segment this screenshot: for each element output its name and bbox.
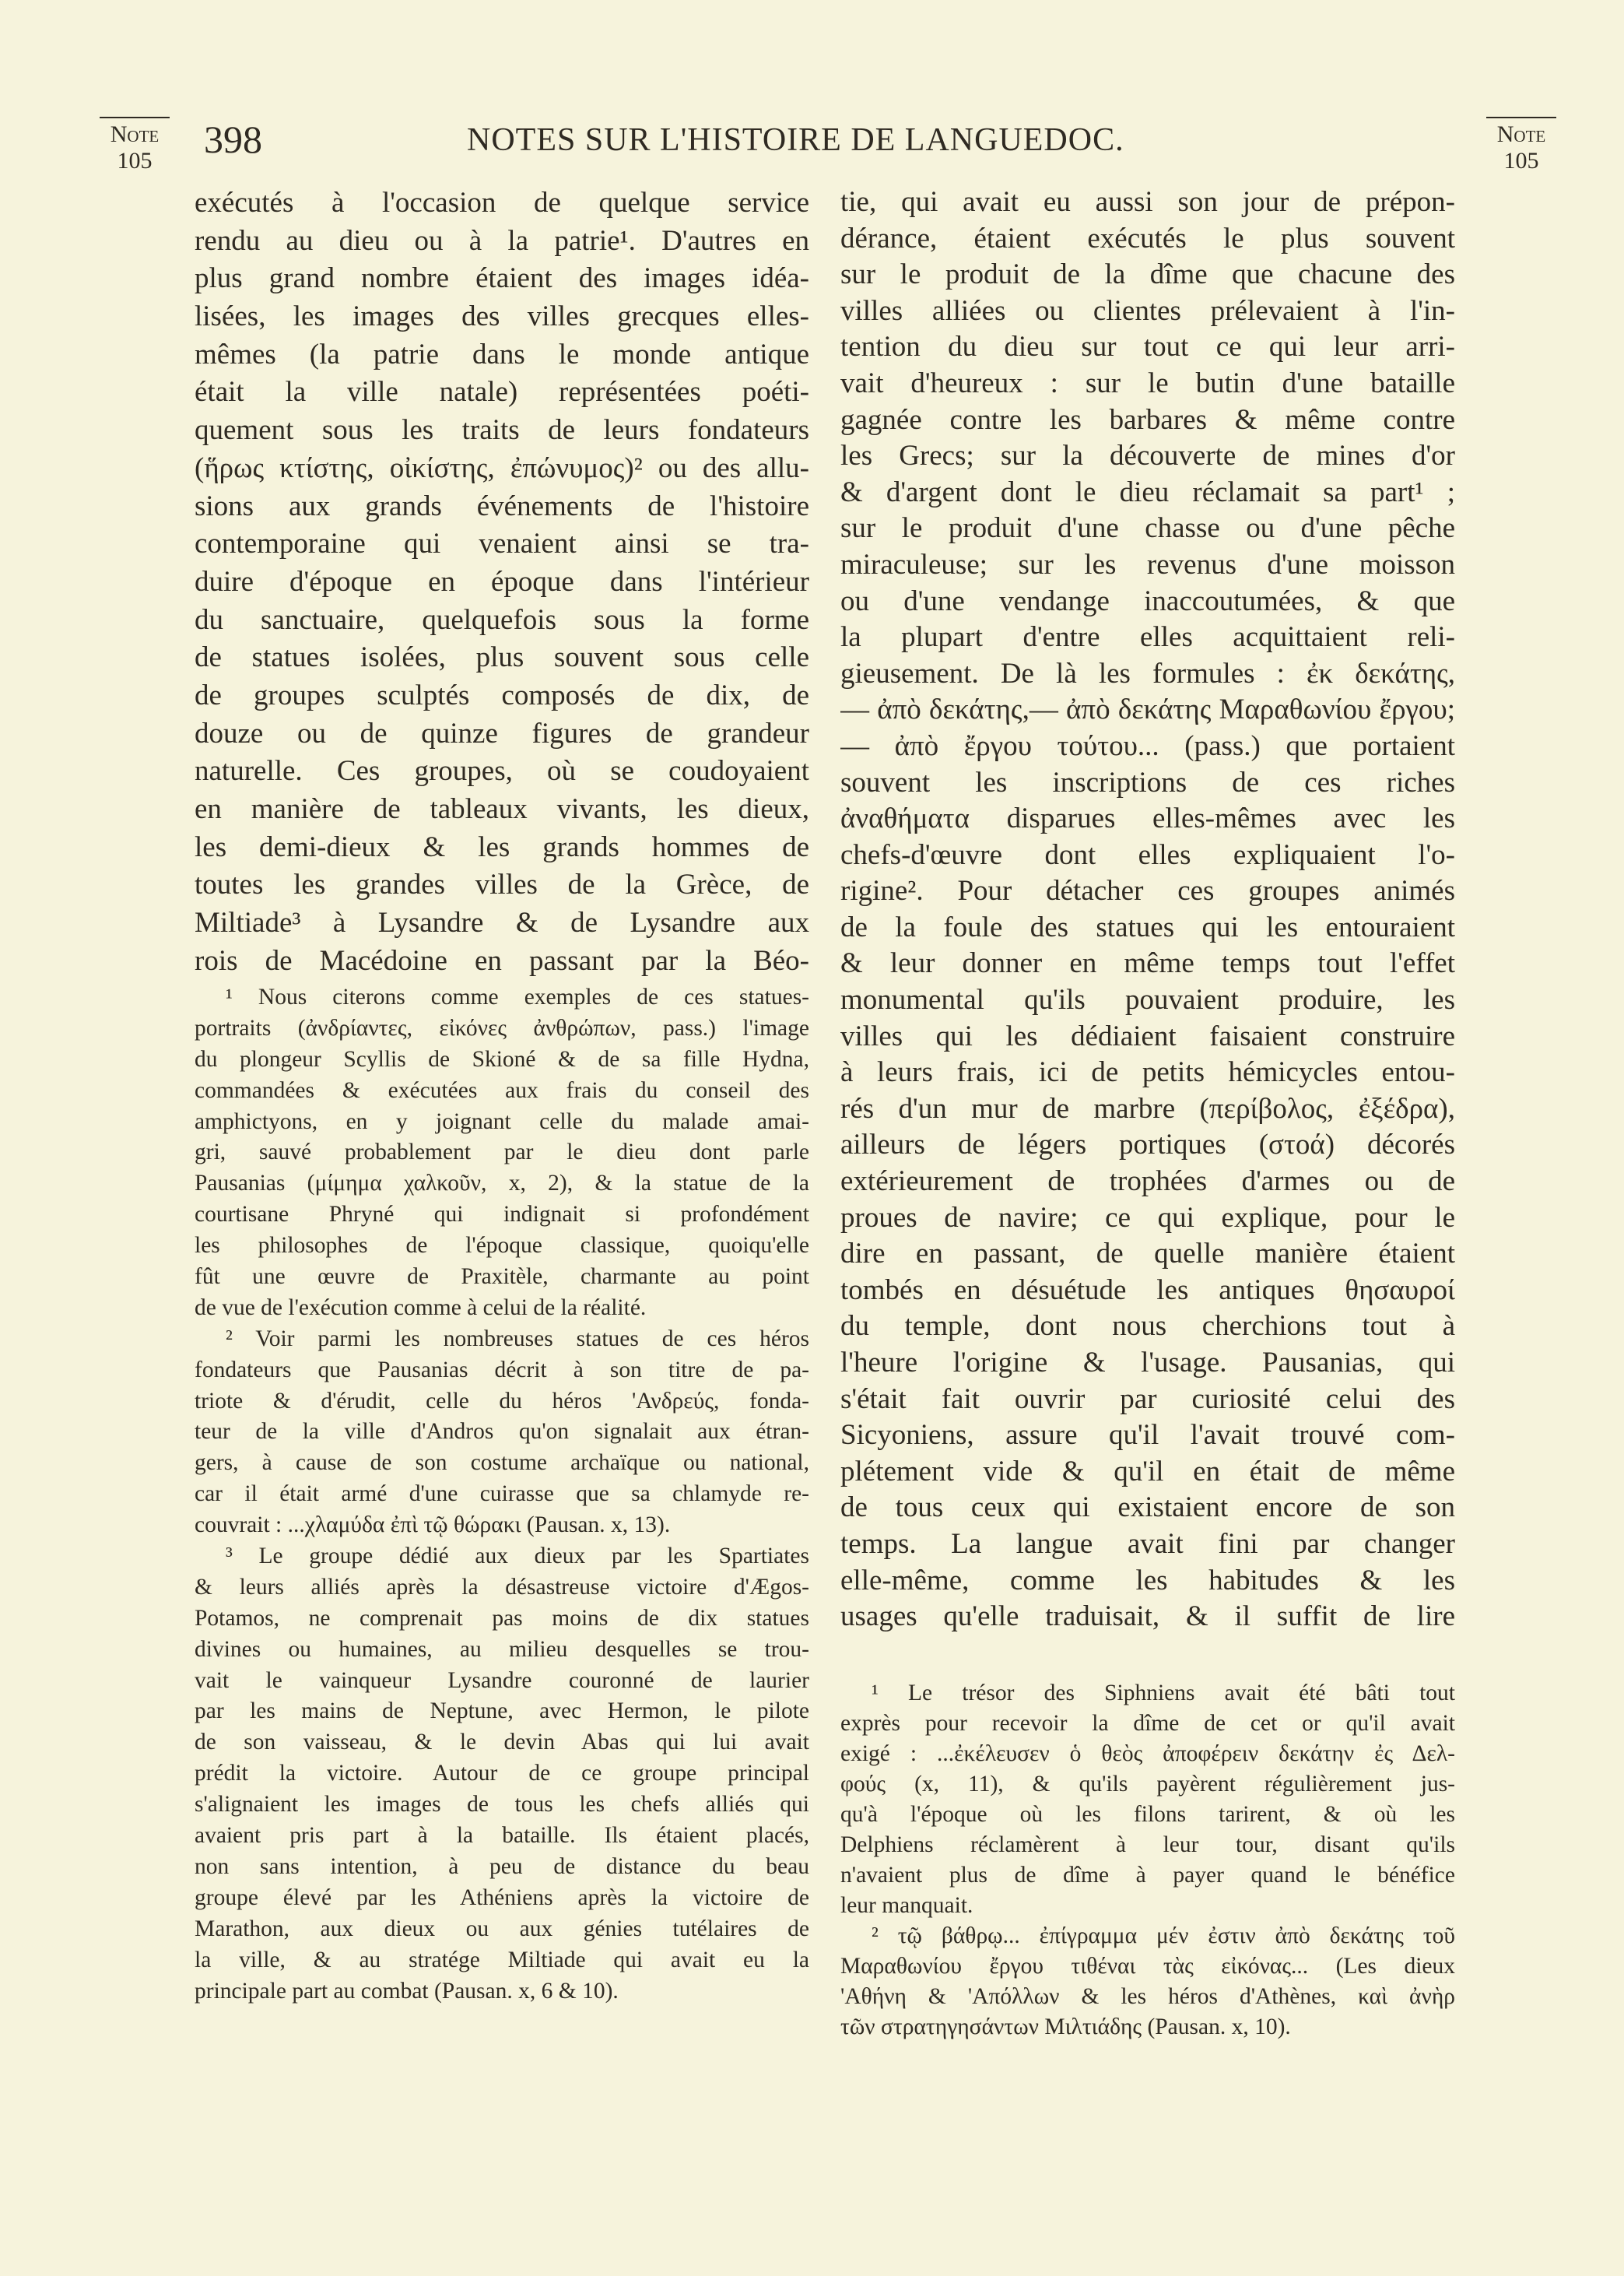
text-line: contemporaine qui venaient ainsi se tra- — [195, 528, 809, 560]
footnote-line: courtisane Phryné qui indignait si profondément — [195, 1202, 809, 1228]
text-line: villes alliées ou clientes prélevaient à l'in- — [840, 294, 1455, 327]
text-line: exécutés à l'occasion de quelque service — [195, 187, 809, 219]
text-line: lisées, les images des villes grecques elles- — [195, 300, 809, 333]
footnote-line: vait le vainqueur Lysandre couronné de laurier — [195, 1667, 809, 1693]
text-line: ailleurs de légers portiques (στοά) décorés — [840, 1129, 1455, 1161]
footnote-line: exprès pour recevoir la dîme de cet or qu'il avait — [840, 1711, 1455, 1736]
text-line: toutes les grandes villes de la Grèce, de — [195, 869, 809, 901]
text-line: de statues isolées, plus souvent sous celle — [195, 641, 809, 674]
footnote-line: leur manquait. — [840, 1893, 973, 1918]
margin-rule — [100, 117, 170, 118]
text-line: tie, qui avait eu aussi son jour de prépon- — [840, 186, 1455, 218]
margin-note-label: Note — [1496, 121, 1546, 147]
margin-note-number: 105 — [1503, 148, 1539, 174]
text-line: du sanctuaire, quelquefois sous la forme — [195, 603, 809, 636]
footnote-line: commandées & exécutées aux frais du conseil des — [195, 1077, 809, 1103]
text-line: souvent les inscriptions de ces riches — [840, 766, 1455, 799]
footnote — [195, 1541, 809, 2007]
margin-rule — [1486, 117, 1556, 118]
footnote-line: du plongeur Scyllis de Skioné & de sa fille Hydna, — [195, 1046, 809, 1072]
text-line: rés d'un mur de marbre (περίβολος, ἐξέδρα), — [840, 1092, 1455, 1125]
text-line: naturelle. Ces groupes, où se coudoyaient — [195, 755, 809, 788]
text-line: de groupes sculptés composés de dix, de — [195, 679, 809, 711]
text-line: du temple, dont nous cherchions tout à — [840, 1310, 1455, 1343]
footnote-line: ¹ Nous citerons comme exemples de ces statues- — [226, 985, 809, 1010]
text-line: était la ville natale) représentées poéti- — [195, 376, 809, 409]
footnote-line: & leurs alliés après la désastreuse victoire d'Ægos- — [195, 1574, 809, 1600]
footnote-line: principale part au combat (Pausan. x, 6 & 10). — [195, 1978, 619, 2004]
footnote-line: portraits (ἀνδρίαντες, εἰκόνες ἀνθρώπων, pass.) l'image — [195, 1015, 809, 1041]
footnote-line: gers, à cause de son costume archaïque ou national, — [195, 1450, 809, 1476]
footnote-line: ² Voir parmi les nombreuses statues de ces héros — [226, 1326, 809, 1351]
footnote-line: ¹ Le trésor des Siphniens avait été bâti tout — [872, 1681, 1455, 1705]
footnote-line: ² τῷ βάθρῳ... ἐπίγραμμα μέν ἐστιν ἀπὸ δεκάτης τοῦ — [872, 1923, 1455, 1948]
footnote-line: τῶν στρατηγησάντων Μιλτιάδης (Pausan. x, 10). — [840, 2014, 1291, 2039]
text-line: mêmes (la patrie dans le monde antique — [195, 338, 809, 371]
margin-note-label: Note — [110, 121, 160, 147]
text-line: gagnée contre les barbares & même contre — [840, 403, 1455, 436]
text-line: Miltiade³ à Lysandre & de Lysandre aux — [195, 907, 809, 940]
text-line: & d'argent dont le dieu réclamait sa part¹ ; — [840, 476, 1455, 508]
text-line: sur le produit de la dîme que chacune des — [840, 258, 1455, 291]
footnote-line: exigé : ...ἐκέλευσεν ὁ θεὸς ἀποφέρειν δεκάτην ἐς Δελ- — [840, 1741, 1455, 1766]
footnote-line: de son vaisseau, & le devin Abas qui lui avait — [195, 1730, 809, 1755]
footnote-line: groupe élevé par les Athéniens après la victoire de — [195, 1884, 809, 1910]
footnote-line: Potamos, ne comprenait pas moins de dix statues — [195, 1605, 809, 1631]
footnote-line: triote & d'érudit, celle du héros 'Ανδρεύς, fonda- — [195, 1388, 809, 1414]
footnote — [195, 982, 809, 1324]
footnote-line: teur de la ville d'Andros qu'on signalait aux étran- — [195, 1419, 809, 1445]
footnote-line: de vue de l'exécution comme à celui de la réalité. — [195, 1294, 647, 1320]
text-line: (ἥρως κτίστης, οἰκίστης, ἐπώνυμος)² ou des allu- — [195, 451, 809, 484]
footnote-line: divines ou humaines, au milieu desquelles se trou- — [195, 1636, 809, 1662]
footnote-line: Marathon, aux dieux ou aux génies tutélaires de — [195, 1916, 809, 1941]
footnote — [840, 1921, 1455, 2042]
text-line: chefs-d'œuvre dont elles expliquaient l'o- — [840, 838, 1455, 871]
footnote-line: qu'à l'époque où les filons tarirent, & où les — [840, 1802, 1455, 1827]
footnote-line: fût une œuvre de Praxitèle, charmante au point — [195, 1264, 809, 1290]
text-line: sur le produit d'une chasse ou d'une pêche — [840, 512, 1455, 545]
text-line: & leur donner en même temps tout l'effet — [840, 947, 1455, 980]
footnote-line: la ville, & au stratége Miltiade qui avait eu la — [195, 1947, 809, 1972]
margin-note-right — [1478, 117, 1564, 174]
text-line: plus grand nombre étaient des images idéa- — [195, 262, 809, 295]
text-line: l'heure l'origine & l'usage. Pausanias, qui — [840, 1347, 1455, 1379]
text-line: rois de Macédoine en passant par la Béo- — [195, 944, 809, 977]
footnote-line: ³ Le groupe dédié aux dieux par les Spartiates — [226, 1544, 809, 1569]
text-line: à leurs frais, ici de petits hémicycles entou- — [840, 1056, 1455, 1089]
text-line: en manière de tableaux vivants, les dieux, — [195, 793, 809, 825]
footnote-line: Μαραθωνίου ἔργου τιθέναι τὰς εἰκόνας... (Les dieux — [840, 1954, 1455, 1979]
text-line: les demi-dieux & les grands hommes de — [195, 831, 809, 863]
text-line: — ἀπὸ ἔργου τούτου... (pass.) que portaient — [840, 729, 1455, 762]
text-line: les Grecs; sur la découverte de mines d'or — [840, 440, 1455, 472]
footnote-line: car il était armé d'une cuirasse que sa chlamyde re- — [195, 1481, 809, 1507]
footnote-line: prédit la victoire. Autour de ce groupe principal — [195, 1761, 809, 1786]
footnote-line: par les mains de Neptune, avec Hermon, le pilote — [195, 1698, 809, 1724]
text-line: de la foule des statues qui les entouraient — [840, 911, 1455, 943]
footnote-line: amphictyons, en y joignant celle du malade amai- — [195, 1108, 809, 1134]
footnote-line: n'avaient plus de dîme à payer quand le bénéfice — [840, 1863, 1455, 1888]
footnote-line: les philosophes de l'époque classique, quoiqu'elle — [195, 1233, 809, 1259]
text-line: elle-même, comme les habitudes & les — [840, 1564, 1455, 1596]
text-line: usages qu'elle traduisait, & il suffit de lire — [840, 1600, 1455, 1633]
footnote-line: Pausanias (μίμημα χαλκοῦν, x, 2), & la statue de la — [195, 1171, 809, 1196]
right-column-body — [840, 184, 1455, 1635]
text-line: la plupart d'entre elles acquittaient reli- — [840, 621, 1455, 654]
text-line: temps. La langue avait fini par changer — [840, 1527, 1455, 1560]
text-line: ou d'une vendange inaccoutumées, & que — [840, 585, 1455, 617]
text-line: duire d'époque en époque dans l'intérieur — [195, 565, 809, 598]
margin-note-number: 105 — [117, 148, 153, 174]
text-line: monumental qu'ils pouvaient produire, les — [840, 984, 1455, 1017]
text-line: ἀναθήματα disparues elles-mêmes avec les — [840, 803, 1455, 835]
footnote-line: non sans intention, à peu de distance du beau — [195, 1853, 809, 1879]
footnote-line: fondateurs que Pausanias décrit à son titre de pa- — [195, 1357, 809, 1382]
text-line: quement sous les traits de leurs fondateurs — [195, 414, 809, 447]
footnote-line: gri, sauvé probablement par le dieu dont parle — [195, 1140, 809, 1165]
footnote-line: φούς (x, 11), & qu'ils payèrent régulièrement jus- — [840, 1772, 1455, 1797]
text-line: de tous ceux qui existaient encore de son — [840, 1491, 1455, 1524]
text-line: rigine². Pour détacher ces groupes animés — [840, 875, 1455, 908]
text-line: dire en passant, de quelle manière étaient — [840, 1238, 1455, 1270]
text-line: gieusement. De là les formules : ἐκ δεκάτης, — [840, 657, 1455, 690]
left-column-body — [195, 184, 809, 980]
margin-note-left — [92, 117, 177, 174]
text-line: extérieurement de trophées d'armes ou de — [840, 1165, 1455, 1198]
footnote-line: couvrait : ...χλαμύδα ἐπὶ τῷ θώρακι (Pausan. x, 13). — [195, 1512, 671, 1538]
footnote — [195, 1324, 809, 1541]
footnote-line: avaient pris part à la bataille. Ils étaient placés, — [195, 1823, 809, 1849]
page-number: 398 — [204, 118, 262, 161]
text-line: plétement vide & qu'il en était de même — [840, 1455, 1455, 1487]
text-line: dérance, étaient exécutés le plus souvent — [840, 222, 1455, 255]
text-line: Sicyoniens, assure qu'il l'avait trouvé com- — [840, 1419, 1455, 1452]
footnote-line: 'Αθήνη & 'Απόλλων & les héros d'Athènes, καὶ ἀνὴρ — [840, 1984, 1455, 2009]
left-column-footnotes — [195, 982, 809, 2007]
running-title: NOTES SUR L'HISTOIRE DE LANGUEDOC. — [467, 122, 1124, 158]
text-line: vait d'heureux : sur le butin d'une bataille — [840, 367, 1455, 399]
text-line: villes qui les dédiaient faisaient construire — [840, 1020, 1455, 1052]
text-line: — ἀπὸ δεκάτης,— ἀπὸ δεκάτης Μαραθωνίου ἔργου; — [840, 694, 1455, 726]
footnote — [840, 1678, 1455, 1921]
footnote-line: s'alignaient les images de tous les chefs alliés qui — [195, 1792, 809, 1818]
text-line: douze ou de quinze figures de grandeur — [195, 717, 809, 750]
text-line: rendu au dieu ou à la patrie¹. D'autres en — [195, 224, 809, 257]
text-line: s'était fait ouvrir par curiosité celui des — [840, 1382, 1455, 1415]
text-line: tombés en désuétude les antiques θησαυροί — [840, 1273, 1455, 1306]
footnote-line: Delphiens réclamèrent à leur tour, disant qu'ils — [840, 1832, 1455, 1857]
text-line: tention du dieu sur tout ce qui leur arri- — [840, 331, 1455, 364]
text-line: miraculeuse; sur les revenus d'une moisson — [840, 548, 1455, 581]
text-line: proues de navire; ce qui explique, pour le — [840, 1201, 1455, 1234]
text-line: sions aux grands événements de l'histoire — [195, 490, 809, 522]
right-column-footnotes — [840, 1678, 1455, 2042]
